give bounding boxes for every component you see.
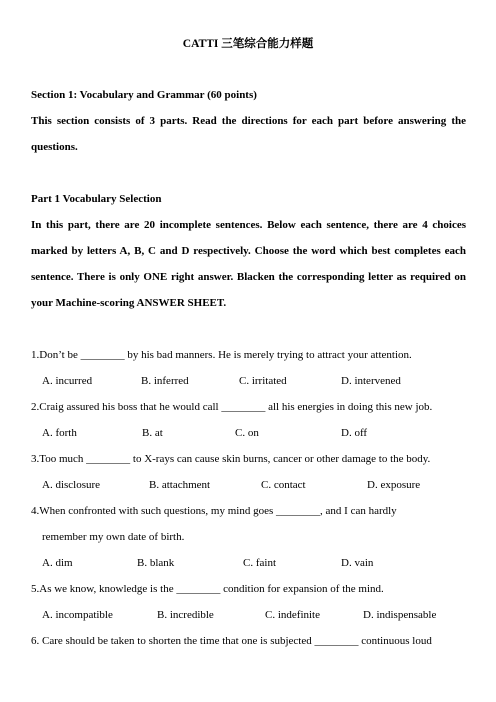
question-3: 3.Too much ________ to X-rays can cause skin burns, cancer or other damage to the body. [31,453,431,465]
q5-option-a: A. incompatible [42,609,113,621]
q2-option-c: C. on [235,427,259,439]
q4-option-a: A. dim [42,557,73,569]
question-2: 2.Craig assured his boss that he would call ________ all his energies in doing this new job. [31,401,433,413]
q3-option-d: D. exposure [367,479,421,491]
question-4-continuation: remember my own date of birth. [42,531,185,543]
q4-option-b: B. blank [137,557,175,569]
question-4: 4.When confronted with such questions, my mind goes ________, and I can hardly [31,505,397,517]
q3-option-a: A. disclosure [42,479,101,491]
q5-option-b: B. incredible [157,609,214,621]
q4-option-d: D. vain [341,557,374,569]
q1-option-b: B. inferred [141,375,189,387]
question-5: 5.As we know, knowledge is the ________ condition for expansion of the mind. [31,583,384,595]
question-1: 1.Don’t be ________ by his bad manners. He is merely trying to attract your attention. [31,349,412,361]
q5-option-d: D. indispensable [363,609,437,621]
q1-option-c: C. irritated [239,375,287,387]
q2-option-d: D. off [341,427,368,439]
q2-option-b: B. at [142,427,163,439]
q3-option-b: B. attachment [149,479,211,491]
q1-option-a: A. incurred [42,375,93,387]
document-title: CATTI 三笔综合能力样题 [182,38,314,50]
question-6: 6. Care should be taken to shorten the time that one is subjected ________ continuous loud [31,635,432,647]
q4-option-c: C. faint [243,557,276,569]
q3-option-c: C. contact [261,479,306,491]
q1-option-d: D. intervened [341,375,401,387]
part1-directions: In this part, there are 20 incomplete sentences. Below each sentence, there are 4 choices marked by letters A, B, C and D respectively. Choose the word which best completes each sentence. There is only ONE right answer. Blacken the corresponding letter as required on your Machine-scoring ANSWER SHEET. [31,219,466,309]
part1-heading: Part 1 Vocabulary Selection [31,193,162,205]
section1-intro: This section consists of 3 parts. Read the directions for each part before answering the questions. [31,115,466,153]
q5-option-c: C. indefinite [265,609,320,621]
section1-heading: Section 1: Vocabulary and Grammar (60 points) [31,89,257,101]
q2-option-a: A. forth [42,427,77,439]
